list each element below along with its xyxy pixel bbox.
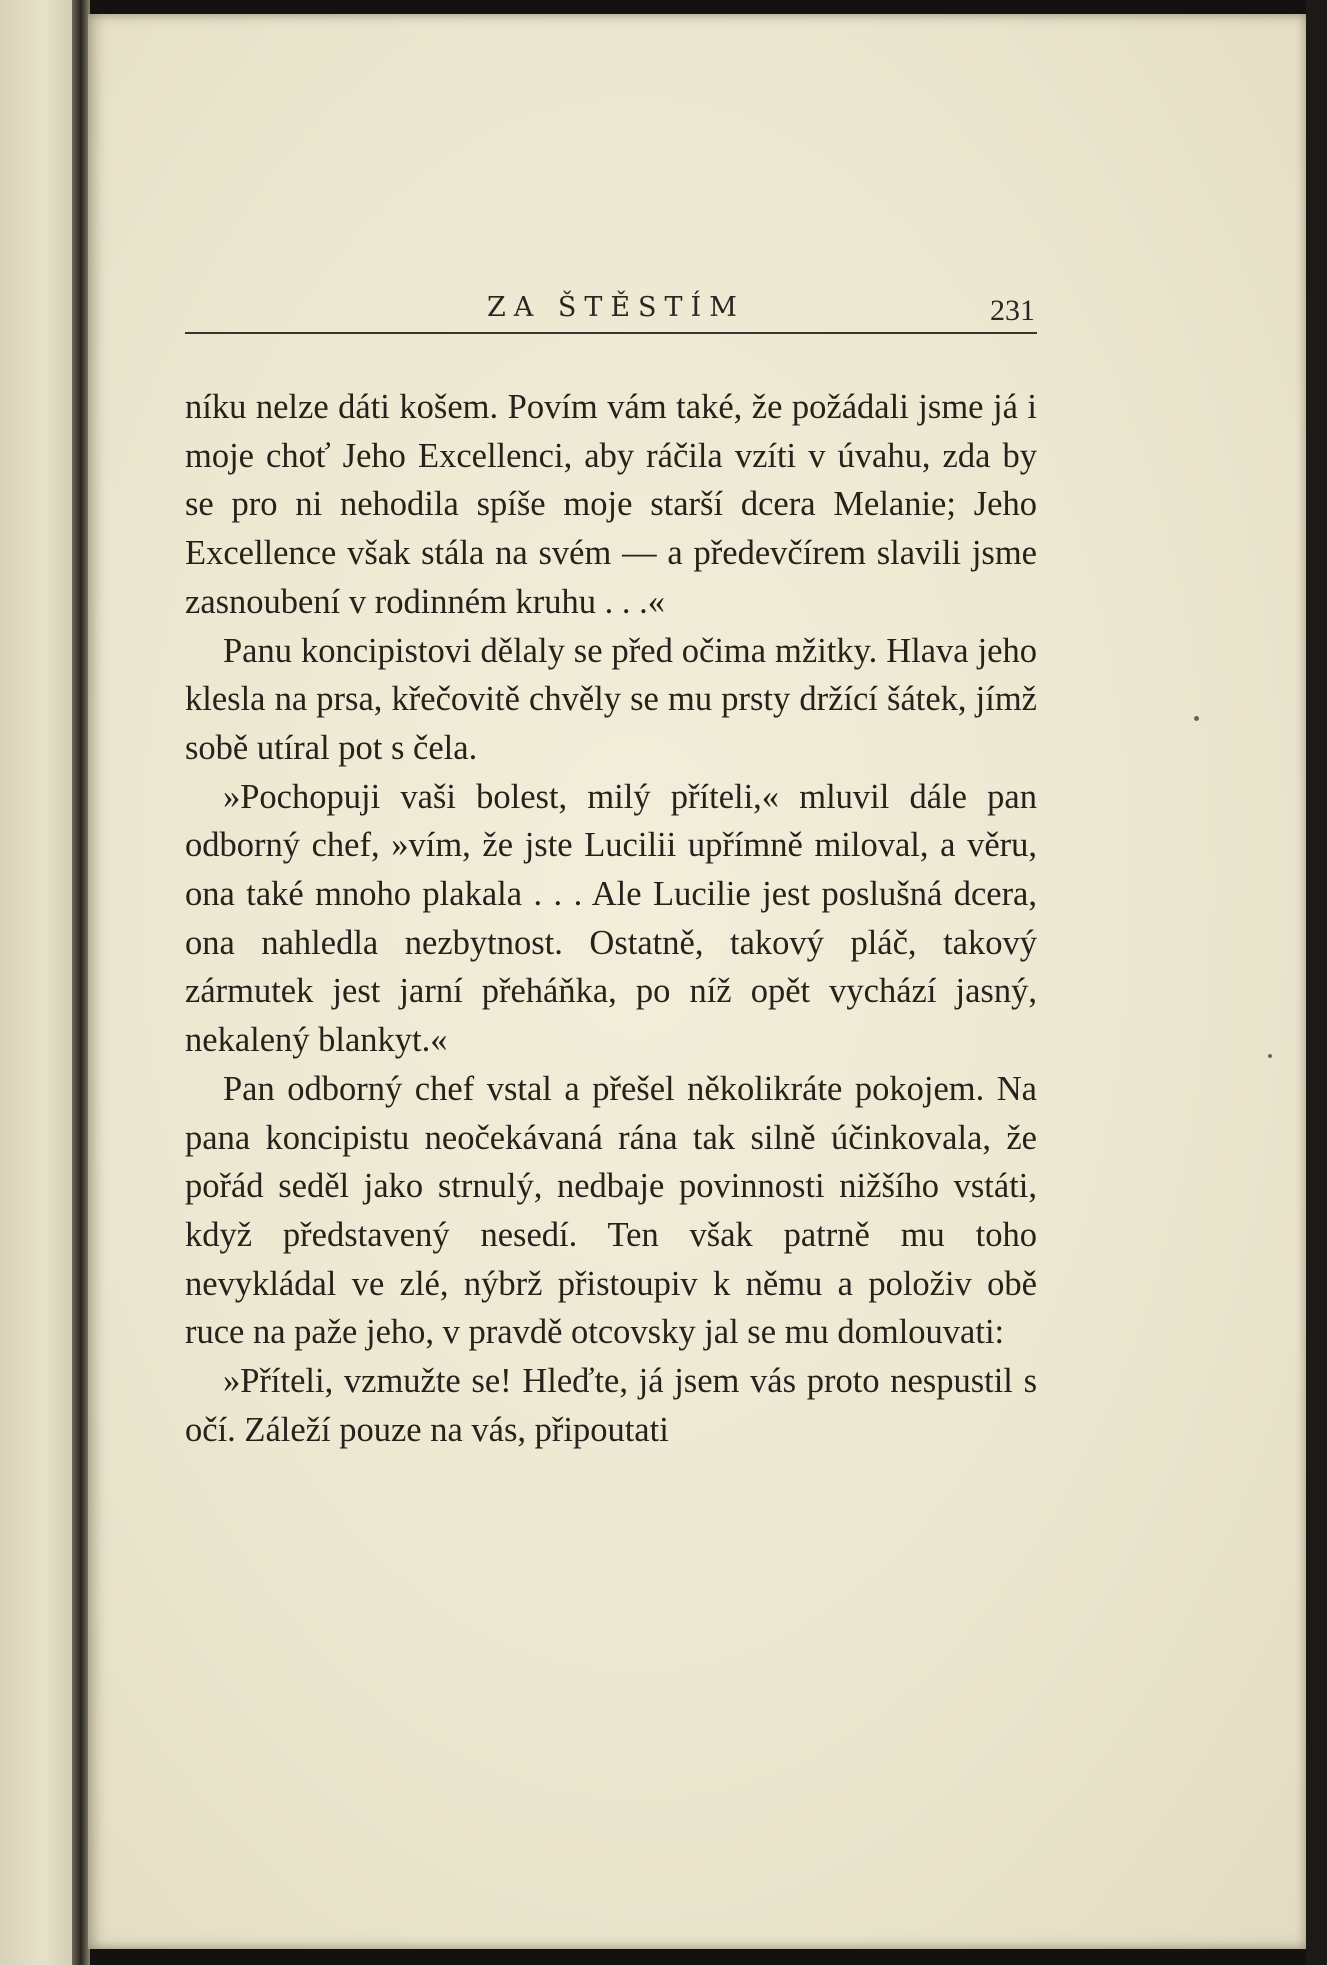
paragraph: »Pochopuji vaši bolest, milý příteli,« mluvil dále pan odborný chef, »vím, že jste Lucilii upřímně miloval, a věru, ona také mnoho plakala . . . Ale Lucilie jest poslušná dcera, ona nahledla nezbytnost. Ostatně, takový pláč, takový zármutek jest jarní přeháňka, po níž opět vychází jasný, nekalený blankyt.«	[185, 777, 1037, 1060]
paragraph: níku nelze dáti košem. Povím vám také, že požádali jsme já i moje choť Jeho Excellenci, aby ráčila vzíti v úvahu, zda by se pro ni nehodila spíše moje starší dcera Melanie; Jeho Excellence však stála na svém — a předevčírem slavili jsme zasnoubení v rodinném kruhu . . .«	[185, 388, 1037, 621]
header-rule	[185, 332, 1037, 334]
body-text	[185, 383, 1037, 1454]
paper-speck	[1268, 1054, 1272, 1058]
running-title: ZA ŠTĚSTÍM	[487, 292, 745, 323]
paragraph: Pan odborný chef vstal a přešel několikráte pokojem. Na pana koncipistu neočekávaná rána tak silně účinkovala, že pořád seděl jako strnulý, nedbaje povinnosti nižšího vstáti, když představený nesedí. Ten však patrně mu toho nevykládal ve zlé, nýbrž přistoupiv k němu a položiv obě ruce na paže jeho, v pravdě otcovsky jal se mu domlouvati:	[185, 1069, 1037, 1352]
page-number: 231	[990, 294, 1035, 327]
right-edge	[1306, 0, 1327, 1965]
paper-speck	[1194, 716, 1199, 721]
paragraph: »Příteli, vzmužte se! Hleďte, já jsem vás proto nespustil s očí. Záleží pouze na vás, připoutati	[185, 1362, 1037, 1449]
left-page-edge	[0, 0, 80, 1965]
running-head	[185, 283, 1037, 333]
paragraph: Panu koncipistovi dělaly se před očima mžitky. Hlava jeho klesla na prsa, křečovitě chvěly se mu prsty držící šátek, jímž sobě utíral pot s čela.	[185, 631, 1037, 767]
